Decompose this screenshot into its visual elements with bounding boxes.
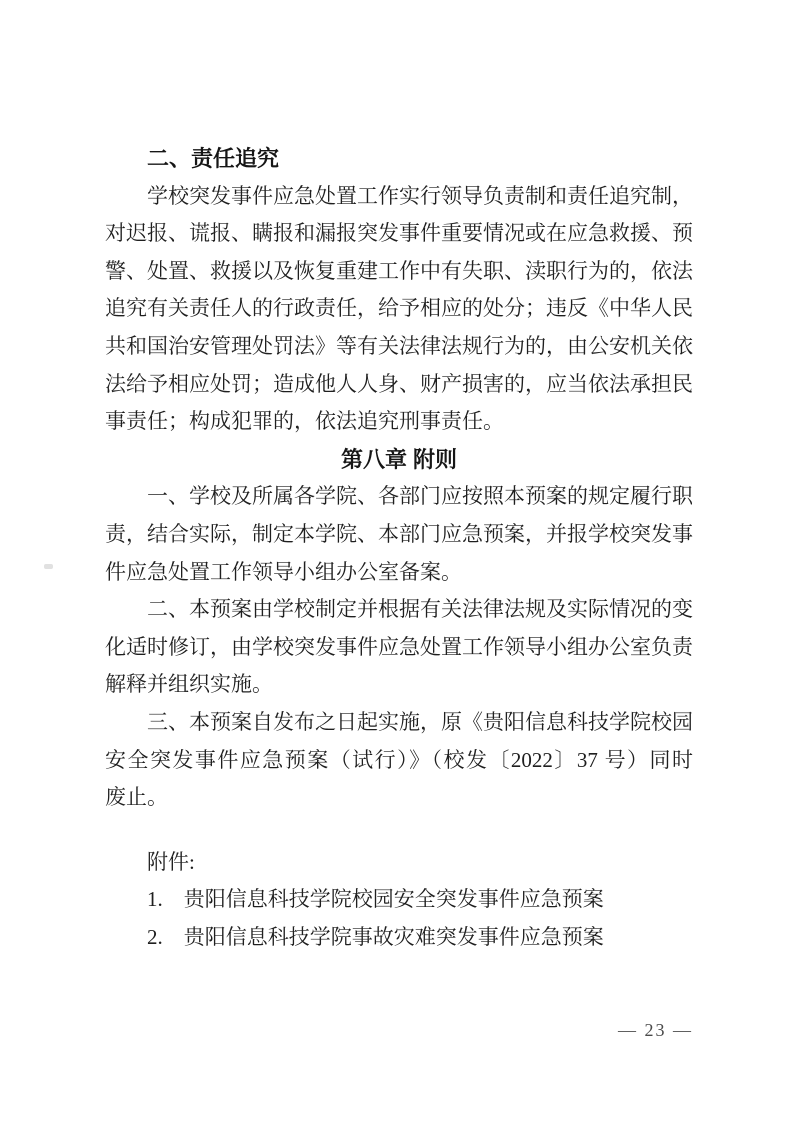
attachment-item: 2. 贵阳信息科技学院事故灾难突发事件应急预案	[147, 924, 604, 949]
text-line: 件应急处置工作领导小组办公室备案。	[105, 559, 462, 584]
text-line: 一、学校及所属各学院、各部门应按照本预案的规定履行职	[147, 484, 693, 509]
text-line: 学校突发事件应急处置工作实行领导负责制和责任追究制，	[147, 183, 693, 208]
chapter-heading: 第八章 附则	[340, 446, 458, 472]
responsibility-paragraph	[105, 178, 693, 441]
article-1	[105, 478, 693, 591]
attachments-section	[105, 844, 693, 957]
text-line: 解释并组织实施。	[105, 672, 273, 697]
text-line: 警、处置、救援以及恢复重建工作中有失职、渎职行为的，依法	[105, 258, 693, 283]
page-number: — 23 —	[618, 1020, 693, 1040]
article-3	[105, 704, 693, 817]
text-line: 法给予相应处罚；造成他人人身、财产损害的，应当依法承担民	[105, 371, 693, 396]
attachment-item: 1. 贵阳信息科技学院校园安全突发事件应急预案	[147, 887, 604, 912]
text-line: 共和国治安管理处罚法》等有关法律法规行为的，由公安机关依	[105, 333, 693, 358]
text-line: 追究有关责任人的行政责任，给予相应的处分；违反《中华人民	[105, 296, 693, 321]
article-2	[105, 591, 693, 704]
text-line: 废止。	[105, 785, 168, 810]
text-line: 三、本预案自发布之日起实施，原《贵阳信息科技学院校园	[147, 709, 693, 734]
document-body	[105, 140, 693, 956]
attachments-label: 附件:	[147, 849, 195, 874]
text-line: 责，结合实际，制定本学院、本部门应急预案，并报学校突发事	[105, 521, 693, 546]
text-line: 对迟报、谎报、瞒报和漏报突发事件重要情况或在应急救援、预	[105, 221, 693, 246]
text-line: 化适时修订，由学校突发事件应急处置工作领导小组办公室负责	[105, 634, 693, 659]
section-heading: 二、责任追究	[147, 146, 280, 171]
scan-artifact	[44, 564, 53, 569]
text-line: 事责任；构成犯罪的，依法追究刑事责任。	[105, 409, 504, 434]
text-line: 二、本预案由学校制定并根据有关法律法规及实际情况的变	[147, 597, 693, 622]
text-line: 安全突发事件应急预案（试行）》（校发〔2022〕37 号）同时	[105, 747, 693, 772]
